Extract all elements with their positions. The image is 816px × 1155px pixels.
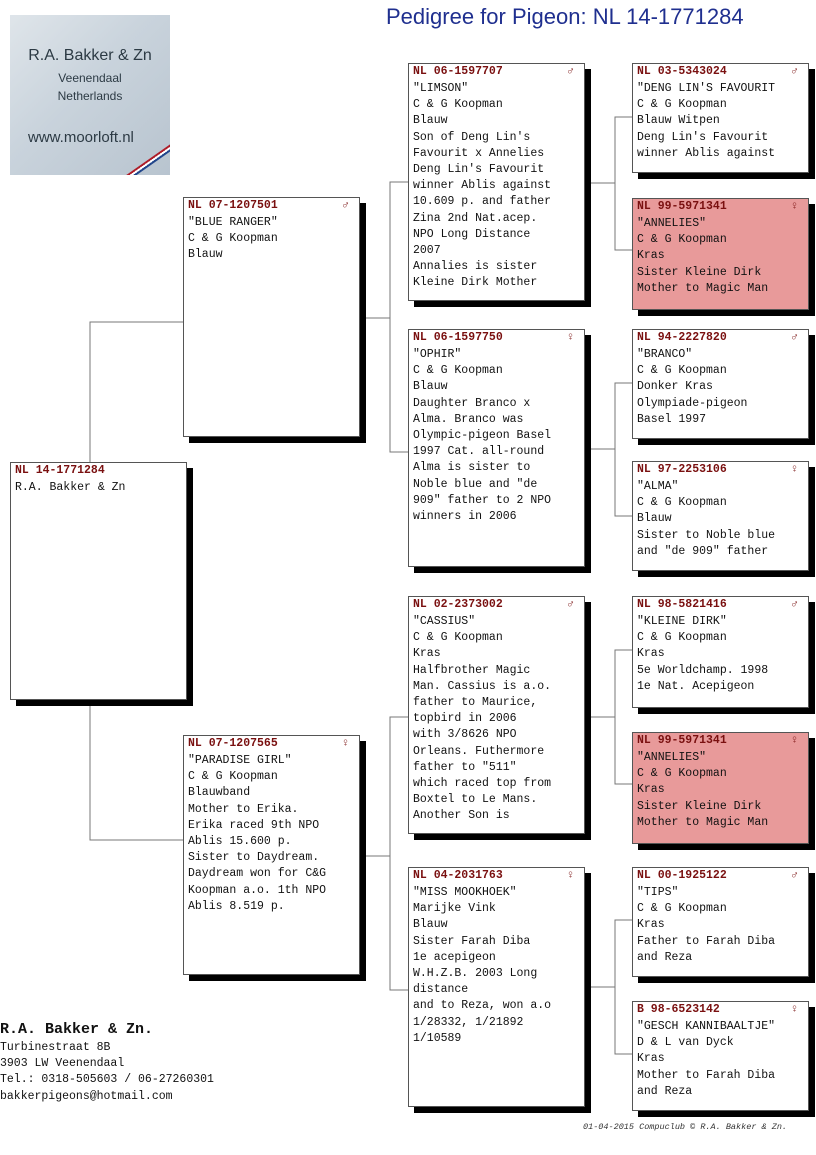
ring-number: NL 00-1925122: [637, 869, 727, 882]
card-line: Blauw: [637, 512, 672, 526]
ring-number: NL 06-1597750: [413, 331, 503, 344]
card-line: which raced top from: [413, 777, 552, 791]
card-line: C & G Koopman: [637, 233, 727, 247]
female-symbol-icon: ♀: [567, 331, 574, 344]
male-symbol-icon: ♂: [567, 65, 574, 78]
card-line: Sister Kleine Dirk: [637, 799, 762, 813]
card-line: Alma. Branco was: [413, 412, 524, 426]
card-line: Another Son is: [413, 809, 510, 823]
card-line: topbird in 2006: [413, 712, 517, 726]
card-line: "CASSIUS": [413, 615, 476, 628]
female-symbol-icon: ♀: [791, 1003, 798, 1016]
card-line: Father to Farah Diba: [637, 934, 776, 948]
card-line: Kras: [637, 918, 665, 932]
card-line: Deng Lin's Favourit: [413, 163, 545, 177]
logo-city: Veenendaal: [58, 71, 122, 85]
card-line: "ANNELIES": [637, 217, 707, 230]
card-line: 1e acepigeon: [413, 950, 496, 964]
card-line: Sister Farah Diba: [413, 934, 531, 948]
card-line: Sister Kleine Dirk: [637, 265, 762, 279]
card-line: winner Ablis against: [637, 146, 776, 160]
card-line: Blauw: [188, 248, 223, 262]
subject-card[interactable]: [10, 462, 187, 700]
card-line: and Reza: [637, 1084, 693, 1098]
card-line: C & G Koopman: [413, 364, 503, 378]
page-title: Pedigree for Pigeon: NL 14-1771284: [386, 4, 744, 29]
card-line: 909" father to 2 NPO: [413, 493, 552, 507]
card-line: Blauw: [413, 918, 448, 932]
ring-number: NL 03-5343024: [637, 65, 727, 78]
dam-card[interactable]: [183, 735, 360, 975]
card-line: "TIPS": [637, 886, 679, 899]
card-line: 5e Worldchamp. 1998: [637, 663, 769, 677]
card-line: C & G Koopman: [637, 631, 727, 645]
card-line: Marijke Vink: [413, 902, 496, 916]
card-line: Olympiade-pigeon: [637, 396, 748, 410]
card-line: "OPHIR": [413, 348, 462, 361]
card-line: Deng Lin's Favourit: [637, 130, 769, 144]
card-line: 10.609 p. and father: [413, 195, 552, 209]
card-line: distance: [413, 983, 469, 997]
male-symbol-icon: ♂: [342, 199, 349, 212]
card-line: C & G Koopman: [637, 98, 727, 112]
female-symbol-icon: ♀: [567, 869, 574, 882]
card-line: Man. Cassius is a.o.: [413, 679, 552, 693]
card-line: Ablis 8.519 p.: [188, 899, 285, 913]
female-symbol-icon: ♀: [342, 737, 349, 750]
logo-name: R.A. Bakker & Zn: [28, 47, 152, 64]
ring-number: NL 99-5971341: [637, 200, 727, 213]
card-line: Blauw Witpen: [637, 114, 720, 128]
card-line: 1/28332, 1/21892: [413, 1015, 524, 1029]
owner-city: 3903 LW Veenendaal: [0, 1057, 125, 1071]
card-line: "PARADISE GIRL": [188, 754, 292, 767]
card-line: Favourit x Annelies: [413, 146, 545, 160]
ring-number: NL 99-5971341: [637, 734, 727, 747]
ring-number: NL 06-1597707: [413, 65, 503, 78]
logo-country: Netherlands: [57, 89, 123, 103]
card-line: Kras: [637, 249, 665, 263]
card-line: C & G Koopman: [413, 631, 503, 645]
card-line: D & L van Dyck: [637, 1036, 734, 1050]
male-symbol-icon: ♂: [791, 331, 798, 344]
male-symbol-icon: ♂: [567, 598, 574, 611]
card-line: 1997 Cat. all-round: [413, 445, 545, 459]
card-line: Orleans. Futhermore: [413, 744, 545, 758]
print-footer: 01-04-2015 Compuclub © R.A. Bakker & Zn.: [583, 1122, 788, 1132]
sire-card[interactable]: [183, 197, 360, 437]
card-line: Zina 2nd Nat.acep.: [413, 211, 538, 225]
card-line: Noble blue and "de: [413, 477, 538, 491]
card-line: winner Ablis against: [413, 179, 552, 193]
card-line: Koopman a.o. 1th NPO: [188, 883, 327, 897]
ring-number: NL 07-1207501: [188, 199, 278, 212]
ring-number: NL 94-2227820: [637, 331, 727, 344]
male-symbol-icon: ♂: [791, 869, 798, 882]
ring-number: B 98-6523142: [637, 1003, 720, 1016]
great-grandparent-card[interactable]: [632, 198, 809, 310]
card-line: Mother to Magic Man: [637, 815, 769, 829]
card-line: father to Maurice,: [413, 696, 538, 710]
owner-street: Turbinestraat 8B: [0, 1041, 111, 1054]
card-line: Donker Kras: [637, 380, 713, 394]
card-line: Blauw: [413, 380, 448, 394]
card-line: Mother to Magic Man: [637, 281, 769, 295]
dam-dam-card[interactable]: [408, 867, 585, 1107]
card-line: Son of Deng Lin's: [413, 130, 531, 144]
card-line: winners in 2006: [413, 510, 517, 524]
card-line: Sister to Noble blue: [637, 528, 776, 542]
card-line: Blauw: [413, 114, 448, 128]
great-grandparent-card[interactable]: [632, 1001, 809, 1111]
card-line: Boxtel to Le Mans.: [413, 793, 538, 807]
card-line: Annalies is sister: [413, 260, 538, 274]
ring-number: NL 14-1771284: [15, 464, 105, 477]
ring-number: NL 07-1207565: [188, 737, 278, 750]
great-grandparent-card[interactable]: [632, 867, 809, 977]
card-line: Daughter Branco x: [413, 396, 531, 410]
card-line: C & G Koopman: [637, 364, 727, 378]
dam-sire-card[interactable]: [408, 596, 585, 834]
card-line: "DENG LIN'S FAVOURIT: [637, 82, 776, 95]
card-line: Alma is sister to: [413, 461, 531, 475]
card-line: Mother to Erika.: [188, 802, 299, 816]
card-line: Kras: [637, 783, 665, 797]
card-line: with 3/8626 NPO: [413, 728, 517, 742]
card-line: C & G Koopman: [637, 902, 727, 916]
card-line: and to Reza, won a.o: [413, 999, 552, 1013]
card-line: Sister to Daydream.: [188, 851, 320, 865]
card-line: C & G Koopman: [188, 770, 278, 784]
card-line: 2007: [413, 244, 441, 258]
owner-name: R.A. Bakker & Zn.: [0, 1021, 154, 1038]
card-line: NPO Long Distance: [413, 227, 531, 241]
card-line: 1e Nat. Acepigeon: [637, 679, 755, 693]
card-line: 1/10589: [413, 1031, 462, 1045]
owner-phone: Tel.: 0318-505603 / 06-27260301: [0, 1073, 214, 1087]
ring-number: NL 04-2031763: [413, 869, 503, 882]
great-grandparent-card[interactable]: [632, 329, 809, 439]
male-symbol-icon: ♂: [791, 598, 798, 611]
card-line: Ablis 15.600 p.: [188, 835, 292, 849]
card-line: "LIMSON": [413, 82, 469, 95]
card-line: Olympic-pigeon Basel: [413, 429, 552, 443]
owner-address-block: [0, 1020, 214, 1105]
card-line: Halfbrother Magic: [413, 663, 531, 677]
card-line: C & G Koopman: [637, 496, 727, 510]
card-line: W.H.Z.B. 2003 Long: [413, 967, 538, 981]
ring-number: NL 02-2373002: [413, 598, 503, 611]
card-line: C & G Koopman: [413, 98, 503, 112]
card-line: and "de 909" father: [637, 544, 769, 558]
card-line: Daydream won for C&G: [188, 867, 327, 881]
card-line: "MISS MOOKHOEK": [413, 886, 517, 899]
card-line: C & G Koopman: [188, 232, 278, 246]
owner-email[interactable]: bakkerpigeons@hotmail.com: [0, 1089, 173, 1103]
card-line: Kras: [637, 647, 665, 661]
card-line: Blauwband: [188, 786, 251, 800]
female-symbol-icon: ♀: [791, 734, 798, 747]
card-line: "GESCH KANNIBAALTJE": [637, 1020, 776, 1033]
great-grandparent-card[interactable]: [632, 63, 809, 173]
card-line: Kleine Dirk Mother: [413, 276, 538, 290]
card-line: Kras: [637, 1052, 665, 1066]
card-line: "KLEINE DIRK": [637, 615, 727, 628]
card-line: Mother to Farah Diba: [637, 1068, 776, 1082]
card-line: R.A. Bakker & Zn: [15, 481, 126, 494]
card-line: Basel 1997: [637, 412, 707, 426]
female-symbol-icon: ♀: [791, 463, 798, 476]
card-line: Kras: [413, 647, 441, 661]
ring-number: NL 97-2253106: [637, 463, 727, 476]
card-line: and Reza: [637, 950, 693, 964]
card-line: "ANNELIES": [637, 751, 707, 764]
card-line: "BRANCO": [637, 348, 693, 361]
great-grandparent-card[interactable]: [632, 461, 809, 571]
great-grandparent-card[interactable]: [632, 596, 809, 708]
great-grandparent-card[interactable]: [632, 732, 809, 844]
male-symbol-icon: ♂: [791, 65, 798, 78]
sire-dam-card[interactable]: [408, 329, 585, 567]
sire-sire-card[interactable]: [408, 63, 585, 301]
ring-number: NL 98-5821416: [637, 598, 727, 611]
card-line: C & G Koopman: [637, 767, 727, 781]
card-line: Erika raced 9th NPO: [188, 818, 320, 832]
card-line: "ALMA": [637, 480, 679, 493]
card-line: father to "511": [413, 760, 517, 774]
female-symbol-icon: ♀: [791, 200, 798, 213]
logo-website: www.moorloft.nl: [28, 129, 134, 146]
card-line: "BLUE RANGER": [188, 216, 278, 229]
